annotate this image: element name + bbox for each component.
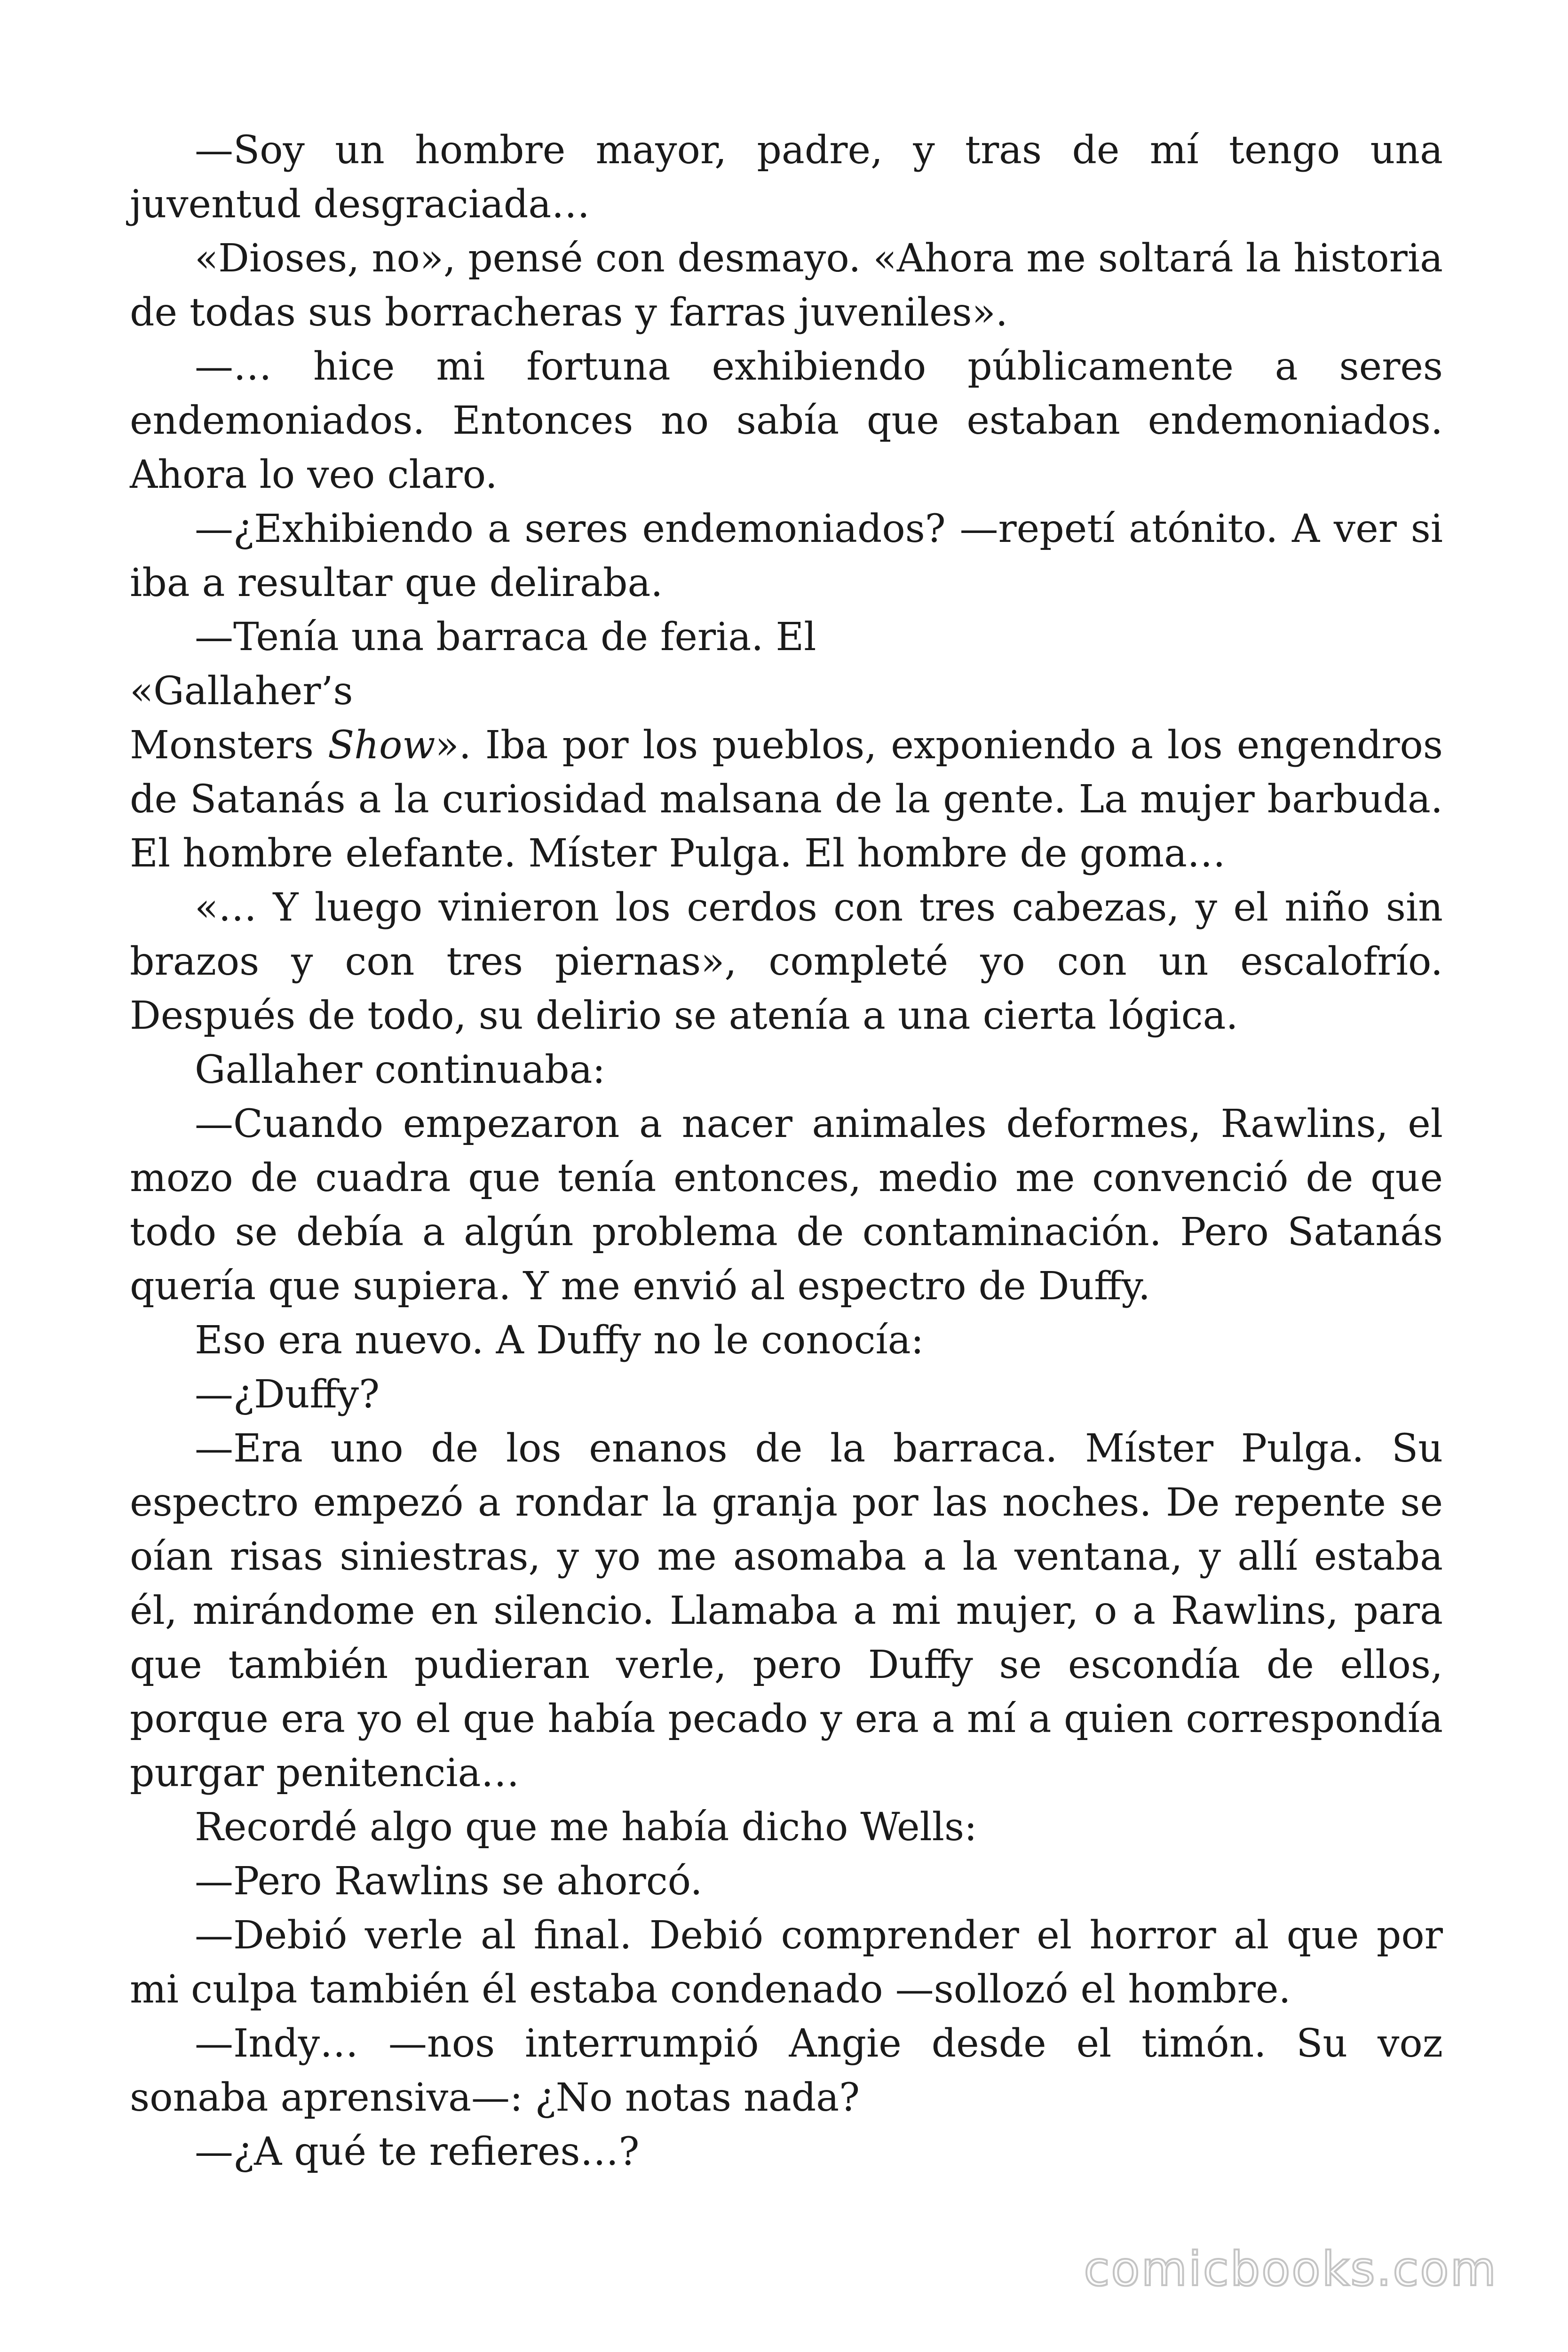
paragraph-4: —¿Exhibiendo a seres endemoniados? —repetí atónito. A ver si iba a resultar que deliraba. <box>130 507 1443 605</box>
page-body <box>130 123 1443 2179</box>
paragraph-7-italic: Show <box>327 723 436 768</box>
paragraph-17: —Indy… —nos interrumpió Angie desde el timón. Su voz sonaba aprensiva—: ¿No notas nada? <box>130 2021 1443 2120</box>
paragraph-15: —Pero Rawlins se ahorcó. <box>195 1859 703 1904</box>
paragraph-7 <box>130 718 1443 881</box>
paragraph-8: «… Y luego vinieron los cerdos con tres cabezas, y el niño sin brazos y con tres piernas», completé yo con un escalofrío. Después de todo, su delirio se atenía a una cierta lógica. <box>130 885 1443 1038</box>
paragraph-5: —Tenía una barraca de feria. El <box>195 615 816 660</box>
paragraph-7-before: Monsters <box>130 723 328 768</box>
paragraph-6: «Gallaher’s <box>130 669 353 714</box>
paragraph-16: —Debió verle al final. Debió comprender el horror al que por mi culpa también él estaba condenado —sollozó el hombre. <box>130 1913 1443 2012</box>
paragraph-13: —Era uno de los enanos de la barraca. Míster Pulga. Su espectro empezó a rondar la granja por las noches. De repente se oían risas siniestras, y yo me asomaba a la ventana, y allí estaba él, mirándome en silencio. Llamaba a mi mujer, o a Rawlins, para que también pudieran verle, pero Duffy se escondía de ellos, porque era yo el que había pecado y era a mí a quien correspondía purgar penitencia… <box>130 1426 1443 1796</box>
paragraph-3: —… hice mi fortuna exhibiendo públicamente a seres endemoniados. Entonces no sabía que estaban endemoniados. Ahora lo veo claro. <box>130 344 1443 497</box>
paragraph-9: Gallaher continuaba: <box>195 1048 606 1092</box>
paragraph-12: —¿Duffy? <box>195 1372 380 1417</box>
paragraph-2: «Dioses, no», pensé con desmayo. «Ahora me soltará la historia de todas sus borracheras y farras juveniles». <box>130 236 1443 335</box>
paragraph-14: Recordé algo que me había dicho Wells: <box>195 1805 977 1850</box>
paragraph-18: —¿A qué te refieres…? <box>195 2130 640 2174</box>
paragraph-11: Eso era nuevo. A Duffy no le conocía: <box>195 1318 924 1363</box>
paragraph-1: —Soy un hombre mayor, padre, y tras de mí tengo una juventud desgraciada… <box>130 128 1443 227</box>
watermark: comicbooks.com <box>1084 2241 1497 2296</box>
paragraph-7-after: ». Iba por los pueblos, exponiendo a los engendros de Satanás a la curiosidad malsana de la gente. La mujer barbuda. El hombre elefante. Míster Pulga. El hombre de goma… <box>130 723 1443 876</box>
paragraph-10: —Cuando empezaron a nacer animales deformes, Rawlins, el mozo de cuadra que tenía entonces, medio me convenció de que todo se debía a algún problema de contaminación. Pero Satanás quería que supiera. Y me envió al espectro de Duffy. <box>130 1102 1443 1309</box>
